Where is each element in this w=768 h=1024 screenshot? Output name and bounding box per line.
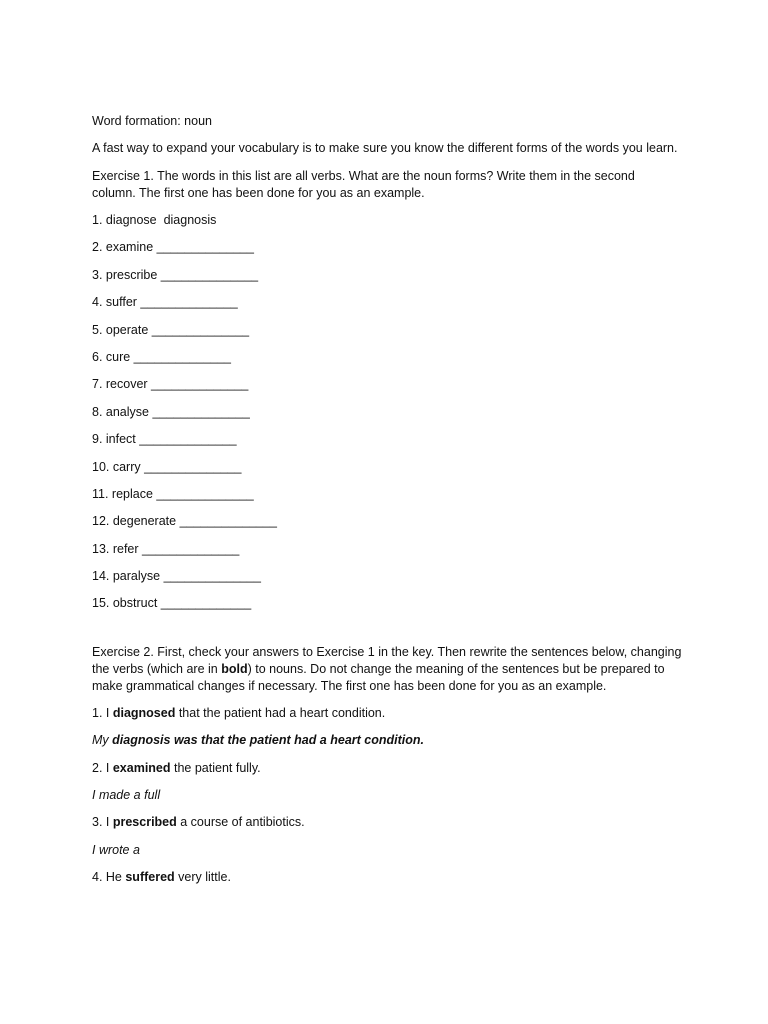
sentence-verb: diagnosed xyxy=(112,705,176,720)
list-item: 14. paralyse ______________ xyxy=(92,569,261,584)
list-item: 15. obstruct _____________ xyxy=(92,596,252,611)
exercise2-instructions xyxy=(92,644,682,695)
sentence-rest: very little. xyxy=(174,870,231,885)
list-item: 5. operate ______________ xyxy=(92,322,250,337)
sentence-4 xyxy=(92,869,682,896)
sentence-rest: that the patient had a heart condition. xyxy=(175,705,386,720)
sentence-prefix: 3. I xyxy=(92,815,113,830)
sentence-prefix: 4. He xyxy=(92,870,126,885)
list-item: 2. examine ______________ xyxy=(92,240,254,255)
worksheet-title: Word formation: noun xyxy=(92,114,212,128)
verb-list xyxy=(92,212,682,623)
sentence-rest: the patient fully. xyxy=(170,760,261,775)
list-item: 10. carry ______________ xyxy=(92,459,242,474)
sentence-prefix: 2. I xyxy=(92,760,113,775)
sentence-1 xyxy=(92,705,682,732)
worksheet-page xyxy=(92,113,682,897)
instructions-text-a: Exercise 2. First, check your answers to Exercise 1 in the key. Then rewrite the sentences below, changing the verbs (which are in xyxy=(92,644,682,676)
sentence-rest: a course of antibiotics. xyxy=(176,815,305,830)
intro-paragraph: A fast way to expand your vocabulary is to make sure you know the different forms of the words you learn. xyxy=(92,141,678,155)
answer-prefix: My xyxy=(92,733,113,748)
list-item: 7. recover ______________ xyxy=(92,377,249,392)
list-item: 11. replace ______________ xyxy=(92,486,254,501)
list-item: 12. degenerate ______________ xyxy=(92,514,277,529)
exercise1-instructions: Exercise 1. The words in this list are all verbs. What are the noun forms? Write them in the second column. The first one has been done for you as an example. xyxy=(92,169,635,200)
sentence-1-answer xyxy=(92,732,682,759)
sentence-2 xyxy=(92,760,682,787)
list-item: 6. cure ______________ xyxy=(92,349,232,364)
sentence-2-answer: I made a full xyxy=(92,788,161,803)
list-item: 9. infect ______________ xyxy=(92,432,237,447)
list-item: 13. refer ______________ xyxy=(92,541,240,556)
sentence-prefix: 1. I xyxy=(92,705,113,720)
list-item: 3. prescribe ______________ xyxy=(92,267,259,282)
instructions-bold-word: bold xyxy=(221,661,248,676)
sentence-3-answer: I wrote a xyxy=(92,842,140,857)
sentence-verb: examined xyxy=(112,760,171,775)
sentence-verb: suffered xyxy=(125,870,175,885)
sentence-verb: prescribed xyxy=(112,815,177,830)
instructions-text-b: ) to nouns. Do not change the meaning of the sentences but be prepared to make grammatical changes if necessary. The first one has been done for you as an example. xyxy=(92,661,665,693)
list-item: 4. suffer ______________ xyxy=(92,295,238,310)
sentence-3 xyxy=(92,814,682,841)
list-item: 1. diagnose diagnosis xyxy=(92,213,217,227)
answer-bold: diagnosis was that the patient had a heart condition. xyxy=(112,733,424,748)
list-item: 8. analyse ______________ xyxy=(92,404,250,419)
